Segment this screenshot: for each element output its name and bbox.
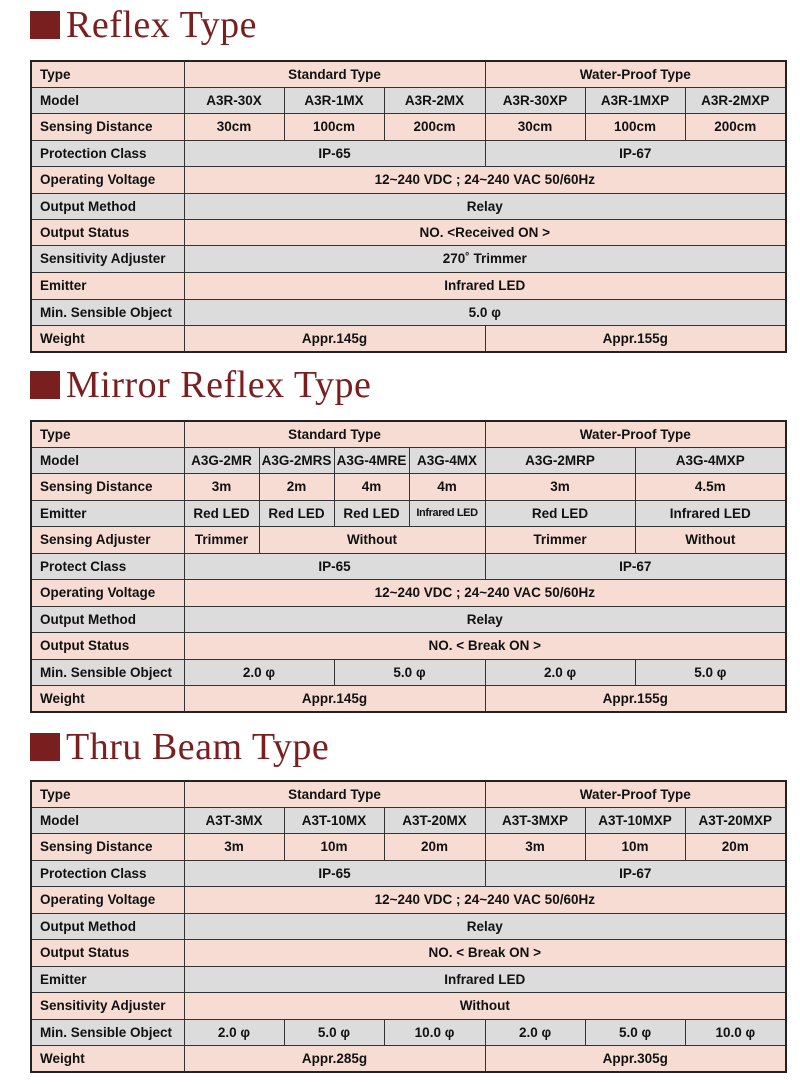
table-row [31, 833, 786, 860]
min-object-cell: 2.0 φ [485, 659, 635, 685]
row-label: Min. Sensible Object [31, 659, 184, 685]
table-row [31, 140, 786, 166]
table-row [31, 1045, 786, 1072]
row-label: Model [31, 807, 184, 833]
row-label: Model [31, 87, 184, 113]
row-label: Type [31, 421, 184, 447]
standard-type-header: Standard Type [184, 421, 485, 447]
distance-cell: 100cm [284, 113, 384, 140]
waterproof-type-header: Water-Proof Type [485, 781, 786, 807]
weight-cell: Appr.145g [184, 325, 485, 352]
model-cell: A3G-2MR [184, 447, 259, 473]
row-label: Sensing Adjuster [31, 526, 184, 553]
table-row [31, 1019, 786, 1045]
table-row [31, 325, 786, 352]
reflex-section-title [30, 2, 257, 48]
min-object-cell: 5.0 φ [184, 299, 786, 325]
row-label: Min. Sensible Object [31, 1019, 184, 1045]
emitter-cell: Infrared LED [184, 272, 786, 299]
emitter-cell: Infrared LED [635, 500, 786, 526]
distance-cell: 10m [284, 833, 384, 860]
weight-cell: Appr.285g [184, 1045, 485, 1072]
table-row [31, 526, 786, 553]
table-row [31, 659, 786, 685]
row-label: Output Method [31, 913, 184, 939]
table-row [31, 473, 786, 500]
mirror-section-title [30, 362, 371, 408]
table-row [31, 87, 786, 113]
distance-cell: 4m [334, 473, 409, 500]
distance-cell: 200cm [685, 113, 786, 140]
min-object-cell: 5.0 φ [635, 659, 786, 685]
row-label: Sensitivity Adjuster [31, 992, 184, 1019]
distance-cell: 3m [485, 473, 635, 500]
adjuster-cell: Trimmer [184, 526, 259, 553]
emitter-cell: Red LED [485, 500, 635, 526]
voltage-cell: 12~240 VDC ; 24~240 VAC 50/60Hz [184, 886, 786, 913]
table-row [31, 500, 786, 526]
model-cell: A3T-3MX [184, 807, 284, 833]
table-row [31, 992, 786, 1019]
voltage-cell: 12~240 VDC ; 24~240 VAC 50/60Hz [184, 166, 786, 193]
emitter-cell: Red LED [259, 500, 334, 526]
row-label: Model [31, 447, 184, 473]
model-cell: A3T-20MXP [685, 807, 786, 833]
min-object-cell: 10.0 φ [384, 1019, 485, 1045]
min-object-cell: 2.0 φ [485, 1019, 585, 1045]
row-label: Weight [31, 325, 184, 352]
output-status-cell: NO. < Break ON > [184, 632, 786, 659]
sensitivity-cell: Without [184, 992, 786, 1019]
model-cell: A3T-10MX [284, 807, 384, 833]
table-row [31, 272, 786, 299]
thru-section-title [30, 724, 329, 770]
protection-cell: IP-65 [184, 860, 485, 886]
table-row [31, 579, 786, 606]
model-cell: A3G-2MRP [485, 447, 635, 473]
section-marker-block [30, 733, 60, 761]
table-row [31, 61, 786, 87]
table-row [31, 245, 786, 272]
model-cell: A3R-1MX [284, 87, 384, 113]
row-label: Output Method [31, 193, 184, 219]
output-method-cell: Relay [184, 913, 786, 939]
emitter-cell: Red LED [334, 500, 409, 526]
table-row [31, 219, 786, 245]
row-label: Min. Sensible Object [31, 299, 184, 325]
distance-cell: 20m [384, 833, 485, 860]
protection-cell: IP-67 [485, 860, 786, 886]
model-cell: A3R-1MXP [585, 87, 685, 113]
row-label: Output Status [31, 632, 184, 659]
table-row [31, 966, 786, 992]
row-label: Output Method [31, 606, 184, 632]
distance-cell: 3m [184, 473, 259, 500]
weight-cell: Appr.155g [485, 685, 786, 712]
row-label: Protection Class [31, 140, 184, 166]
distance-cell: 100cm [585, 113, 685, 140]
protection-cell: IP-67 [485, 553, 786, 579]
row-label: Emitter [31, 966, 184, 992]
section-marker-block [30, 371, 60, 399]
row-label: Protect Class [31, 553, 184, 579]
voltage-cell: 12~240 VDC ; 24~240 VAC 50/60Hz [184, 579, 786, 606]
distance-cell: 2m [259, 473, 334, 500]
waterproof-type-header: Water-Proof Type [485, 421, 786, 447]
row-label: Operating Voltage [31, 579, 184, 606]
model-cell: A3R-2MXP [685, 87, 786, 113]
protection-cell: IP-65 [184, 140, 485, 166]
row-label: Sensing Distance [31, 473, 184, 500]
row-label: Sensing Distance [31, 833, 184, 860]
model-cell: A3T-3MXP [485, 807, 585, 833]
row-label: Emitter [31, 272, 184, 299]
row-label: Weight [31, 1045, 184, 1072]
min-object-cell: 10.0 φ [685, 1019, 786, 1045]
sensitivity-cell: 270˚ Trimmer [184, 245, 786, 272]
distance-cell: 20m [685, 833, 786, 860]
min-object-cell: 2.0 φ [184, 1019, 284, 1045]
weight-cell: Appr.155g [485, 325, 786, 352]
table-row [31, 913, 786, 939]
model-cell: A3G-2MRS [259, 447, 334, 473]
table-row [31, 421, 786, 447]
row-label: Emitter [31, 500, 184, 526]
table-row [31, 632, 786, 659]
output-status-cell: NO. <Received ON > [184, 219, 786, 245]
table-row [31, 113, 786, 140]
row-label: Sensing Distance [31, 113, 184, 140]
min-object-cell: 5.0 φ [585, 1019, 685, 1045]
distance-cell: 3m [485, 833, 585, 860]
table-row [31, 193, 786, 219]
table-row [31, 886, 786, 913]
row-label: Weight [31, 685, 184, 712]
protection-cell: IP-67 [485, 140, 786, 166]
table-row [31, 606, 786, 632]
row-label: Operating Voltage [31, 166, 184, 193]
weight-cell: Appr.145g [184, 685, 485, 712]
emitter-cell: Infrared LED [184, 966, 786, 992]
row-label: Protection Class [31, 860, 184, 886]
distance-cell: 4.5m [635, 473, 786, 500]
emitter-cell: Red LED [184, 500, 259, 526]
thru-spec-table [30, 780, 787, 1073]
reflex-title: Reflex Type [66, 4, 258, 46]
model-cell: A3T-10MXP [585, 807, 685, 833]
standard-type-header: Standard Type [184, 61, 485, 87]
output-status-cell: NO. < Break ON > [184, 939, 786, 966]
model-cell: A3T-20MX [384, 807, 485, 833]
distance-cell: 3m [184, 833, 284, 860]
adjuster-cell: Without [259, 526, 485, 553]
table-row [31, 685, 786, 712]
table-row [31, 299, 786, 325]
min-object-cell: 5.0 φ [284, 1019, 384, 1045]
row-label: Operating Voltage [31, 886, 184, 913]
table-row [31, 447, 786, 473]
weight-cell: Appr.305g [485, 1045, 786, 1072]
output-method-cell: Relay [184, 606, 786, 632]
model-cell: A3R-30XP [485, 87, 585, 113]
distance-cell: 30cm [184, 113, 284, 140]
table-row [31, 781, 786, 807]
min-object-cell: 5.0 φ [334, 659, 485, 685]
protection-cell: IP-65 [184, 553, 485, 579]
model-cell: A3G-4MX [409, 447, 485, 473]
table-row [31, 166, 786, 193]
row-label: Output Status [31, 939, 184, 966]
model-cell: A3G-4MXP [635, 447, 786, 473]
table-row [31, 860, 786, 886]
reflex-spec-table [30, 60, 787, 353]
row-label: Type [31, 61, 184, 87]
row-label: Output Status [31, 219, 184, 245]
mirror-title: Mirror Reflex Type [66, 364, 372, 406]
min-object-cell: 2.0 φ [184, 659, 334, 685]
standard-type-header: Standard Type [184, 781, 485, 807]
row-label: Type [31, 781, 184, 807]
distance-cell: 10m [585, 833, 685, 860]
model-cell: A3G-4MRE [334, 447, 409, 473]
adjuster-cell: Trimmer [485, 526, 635, 553]
row-label: Sensitivity Adjuster [31, 245, 184, 272]
model-cell: A3R-2MX [384, 87, 485, 113]
adjuster-cell: Without [635, 526, 786, 553]
distance-cell: 200cm [384, 113, 485, 140]
table-row [31, 807, 786, 833]
waterproof-type-header: Water-Proof Type [485, 61, 786, 87]
distance-cell: 30cm [485, 113, 585, 140]
section-marker-block [30, 11, 60, 39]
emitter-cell: Infrared LED [409, 500, 485, 526]
table-row [31, 553, 786, 579]
model-cell: A3R-30X [184, 87, 284, 113]
table-row [31, 939, 786, 966]
distance-cell: 4m [409, 473, 485, 500]
output-method-cell: Relay [184, 193, 786, 219]
thru-title: Thru Beam Type [66, 726, 330, 768]
mirror-spec-table [30, 420, 787, 713]
